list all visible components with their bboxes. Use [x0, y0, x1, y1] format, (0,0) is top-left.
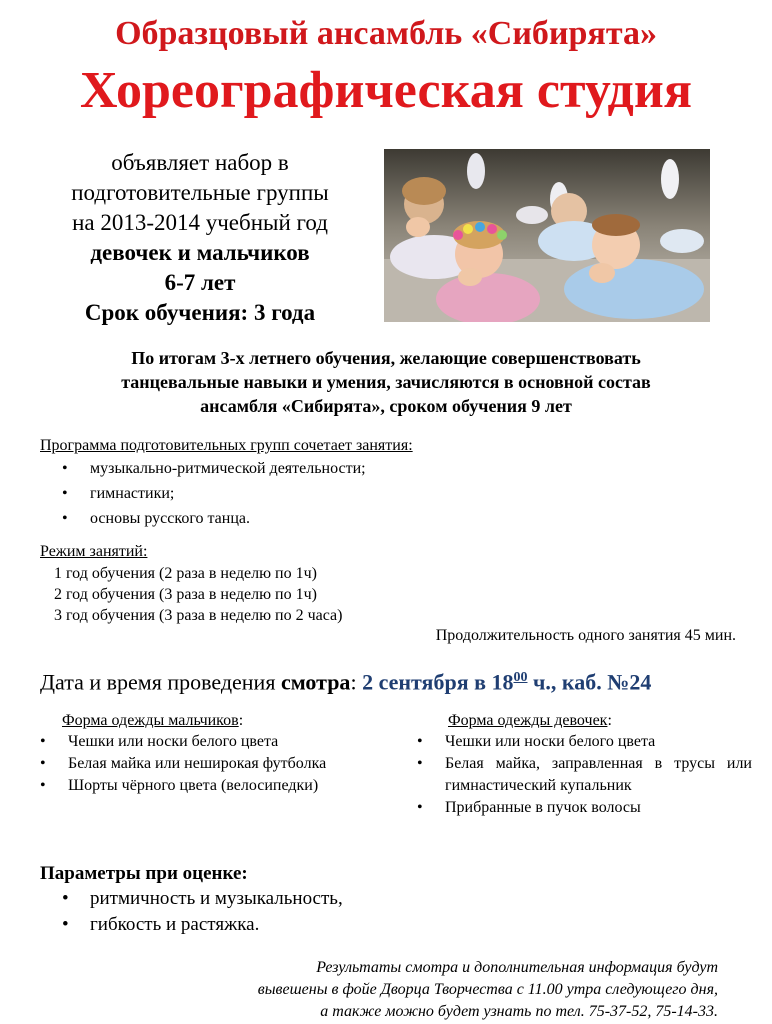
- title-studio: Хореографическая студия: [80, 62, 692, 119]
- list-item: • Белая майка или неширокая футболка: [40, 753, 330, 775]
- list-item: • Чешки или носки белого цвета: [40, 731, 330, 753]
- exam-date: [40, 664, 651, 696]
- footer-line: а также можно будет узнать по тел. 75-37-52, 75-14-33.: [320, 1003, 718, 1020]
- intro-line: подготовительные группы: [71, 180, 329, 205]
- program-list: [62, 456, 562, 531]
- list-item: • Прибранные в пучок волосы: [417, 797, 752, 819]
- list-item: • ритмичность и музыкальность,: [62, 886, 343, 912]
- footer-line: вывешены в фойе Дворца Творчества с 11.00 утра следующего дня,: [257, 981, 718, 998]
- schedule-heading: Режим занятий:: [40, 543, 148, 560]
- schedule-line: 2 год обучения (3 раза в неделю по 1ч): [54, 586, 317, 603]
- list-item: • гимнастики;: [62, 481, 562, 506]
- exam-strong: смотра: [280, 669, 351, 695]
- list-item: • Шорты чёрного цвета (велосипедки): [40, 775, 330, 797]
- exam-minutes: 00: [513, 670, 528, 685]
- boys-dress-list: [40, 731, 330, 797]
- result-line: ансамбля «Сибирята», сроком обучения 9 лет: [200, 396, 572, 416]
- result-line: танцевальные навыки и умения, зачисляются в основной состав: [121, 372, 651, 392]
- intro-target: девочек и мальчиков: [90, 240, 310, 265]
- evaluation-heading: Параметры при оценке:: [40, 863, 248, 884]
- list-item: • гибкость и растяжка.: [62, 912, 343, 938]
- program-heading: Программа подготовительных групп сочетает занятия:: [40, 437, 413, 454]
- girls-heading-text: Форма одежды девочек: [448, 712, 608, 729]
- children-photo-illustration: [384, 149, 710, 322]
- girls-dress-list: [417, 731, 752, 819]
- exam-colon: :: [350, 669, 363, 695]
- exam-prefix: Дата и время проведения: [40, 669, 281, 695]
- intro-line: объявляет набор в: [111, 150, 289, 175]
- lesson-duration: Продолжительность одного занятия 45 мин.: [435, 627, 736, 644]
- girls-heading-colon: :: [607, 712, 612, 729]
- footer-note: [100, 957, 718, 1023]
- list-item: • музыкально-ритмической деятельности;: [62, 456, 562, 481]
- training-result-note: [20, 346, 752, 418]
- list-item: • Белая майка, заправленная в трусы или гимнастический купальник: [417, 753, 752, 797]
- schedule-list: [54, 563, 342, 626]
- footer-line: Результаты смотра и дополнительная информация будут: [316, 959, 718, 976]
- intro-age: 6-7 лет: [164, 270, 236, 295]
- exam-date-value: 2 сентября в 18: [362, 669, 514, 695]
- intro-line: на 2013-2014 учебный год: [72, 210, 328, 235]
- title-ensemble: Образцовый ансамбль «Сибирята»: [115, 15, 657, 52]
- girls-dress-heading: [448, 711, 612, 731]
- exam-room: ч., каб. №24: [527, 669, 652, 695]
- schedule-line: 1 год обучения (2 раза в неделю по 1ч): [54, 565, 317, 582]
- result-line: По итогам 3-х летнего обучения, желающие совершенствовать: [131, 348, 641, 368]
- list-item: • основы русского танца.: [62, 506, 562, 531]
- evaluation-list: [62, 886, 343, 938]
- intro-block: [30, 148, 370, 328]
- schedule-line: 3 год обучения (3 раза в неделю по 2 часа): [54, 607, 343, 624]
- list-item: • Чешки или носки белого цвета: [417, 731, 752, 753]
- boys-heading-text: Форма одежды мальчиков: [62, 712, 239, 729]
- intro-duration: Срок обучения: 3 года: [84, 300, 316, 325]
- boys-dress-heading: [62, 711, 243, 731]
- children-photo: [384, 149, 710, 322]
- boys-heading-colon: :: [238, 712, 244, 729]
